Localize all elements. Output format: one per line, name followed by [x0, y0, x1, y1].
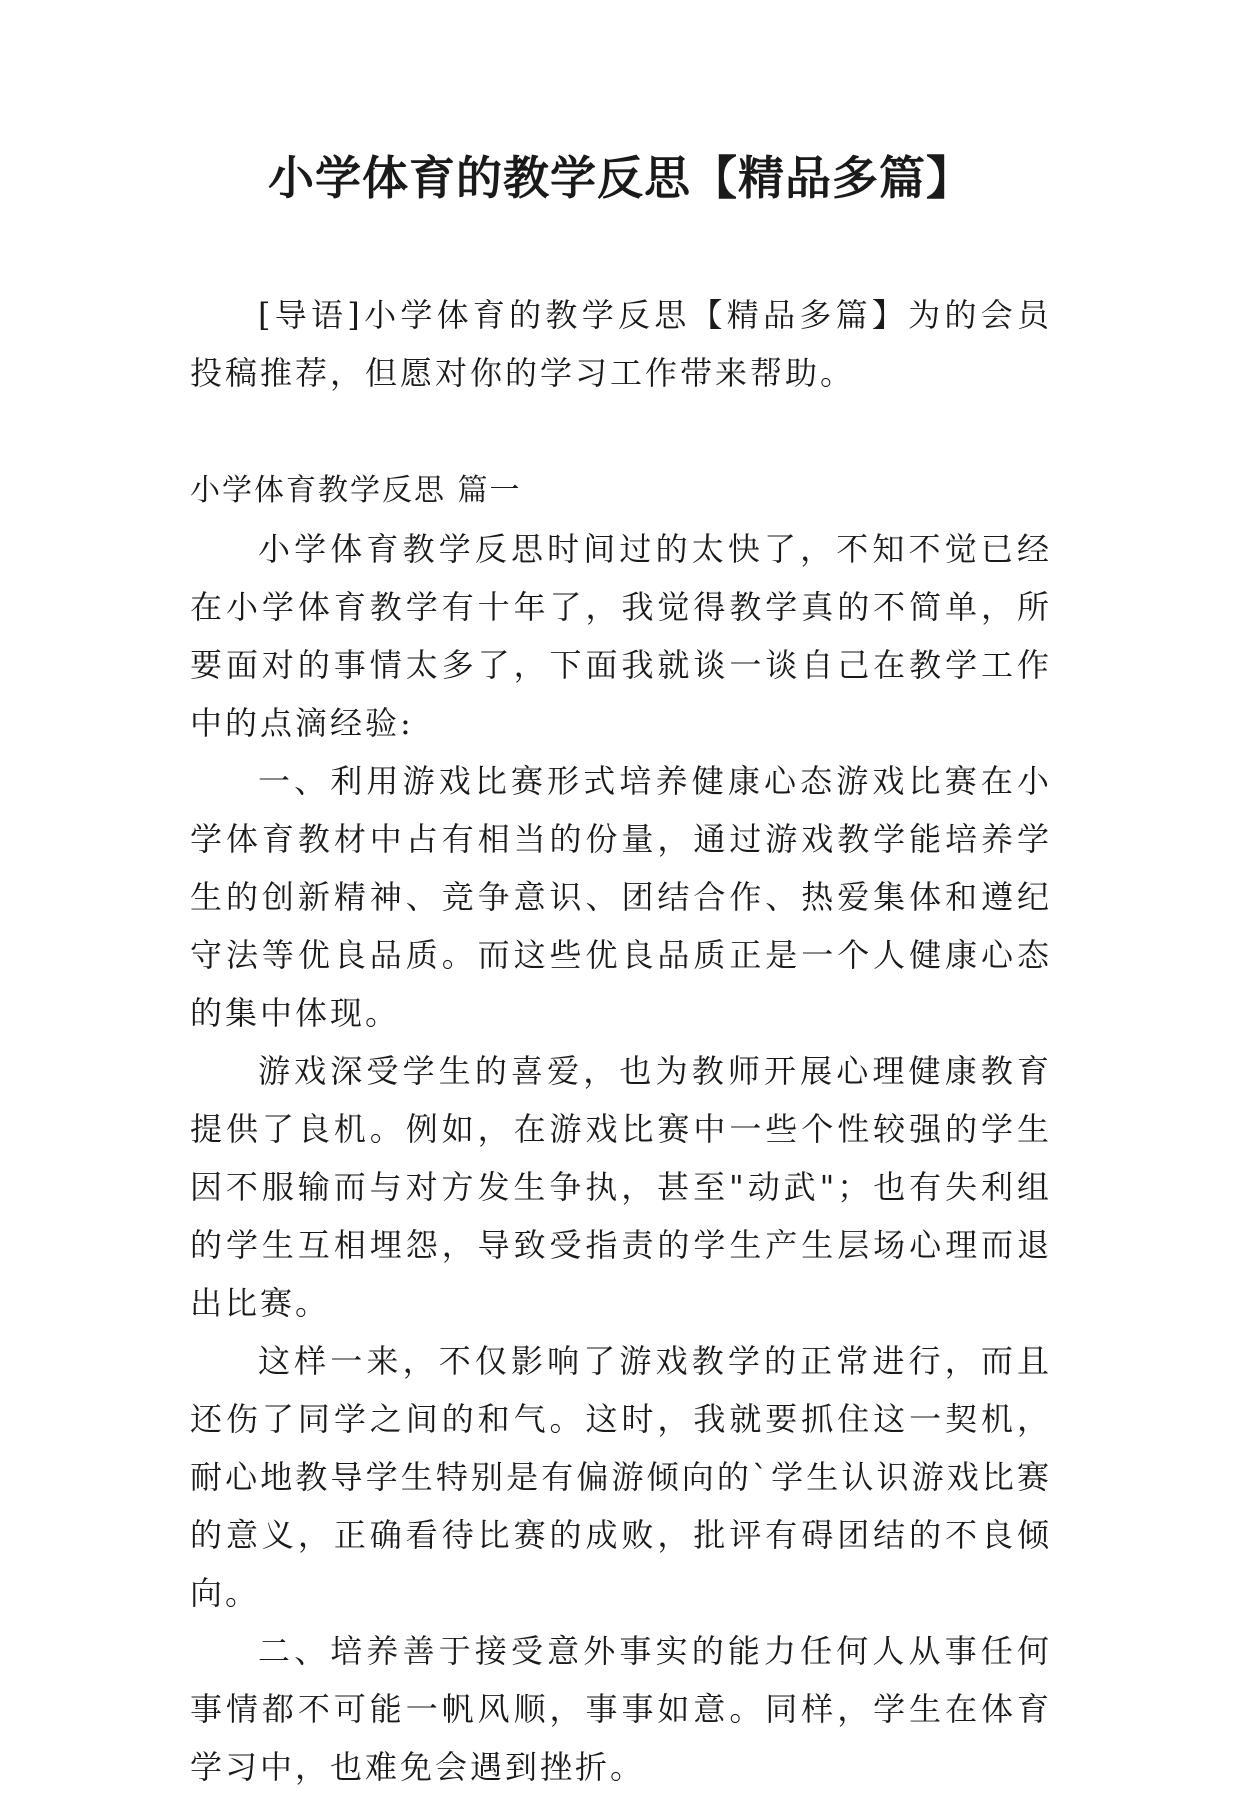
paragraph: 游戏深受学生的喜爱，也为教师开展心理健康教育提供了良机。例如，在游戏比赛中一些个性较强的学生因不服输而与对方发生争执，甚至"动武"；也有失利组的学生互相埋怨，导致受指责的学生产生层场心理而退出比赛。 [190, 1052, 1052, 1322]
section-heading: 小学体育教学反思 篇一 [190, 473, 522, 508]
paragraph: 二、培养善于接受意外事实的能力任何人从事任何事情都不可能一帆风顺，事事如意。同样，学生在体育学习中，也难免会遇到挫折。 [190, 1632, 1052, 1786]
paragraph: 小学体育教学反思时间过的太快了，不知不觉已经在小学体育教学有十年了，我觉得教学真的不简单，所要面对的事情太多了，下面我就谈一谈自己在教学工作中的点滴经验: [190, 530, 1052, 742]
intro-paragraph: [导语]小学体育的教学反思【精品多篇】为的会员投稿推荐，但愿对你的学习工作带来帮助。 [190, 296, 1052, 392]
paragraph: 一、利用游戏比赛形式培养健康心态游戏比赛在小学体育教材中占有相当的份量，通过游戏教学能培养学生的创新精神、竞争意识、团结合作、热爱集体和遵纪守法等优良品质。而这些优良品质正是一个人健康心态的集中体现。 [190, 762, 1052, 1032]
document-title: 小学体育的教学反思【精品多篇】 [268, 151, 973, 205]
article-body [190, 520, 1052, 1796]
paragraph: 这样一来，不仅影响了游戏教学的正常进行，而且还伤了同学之间的和气。这时，我就要抓住这一契机，耐心地教导学生特别是有偏游倾向的`学生认识游戏比赛的意义，正确看待比赛的成败，批评有碍团结的不良倾向。 [190, 1342, 1052, 1612]
